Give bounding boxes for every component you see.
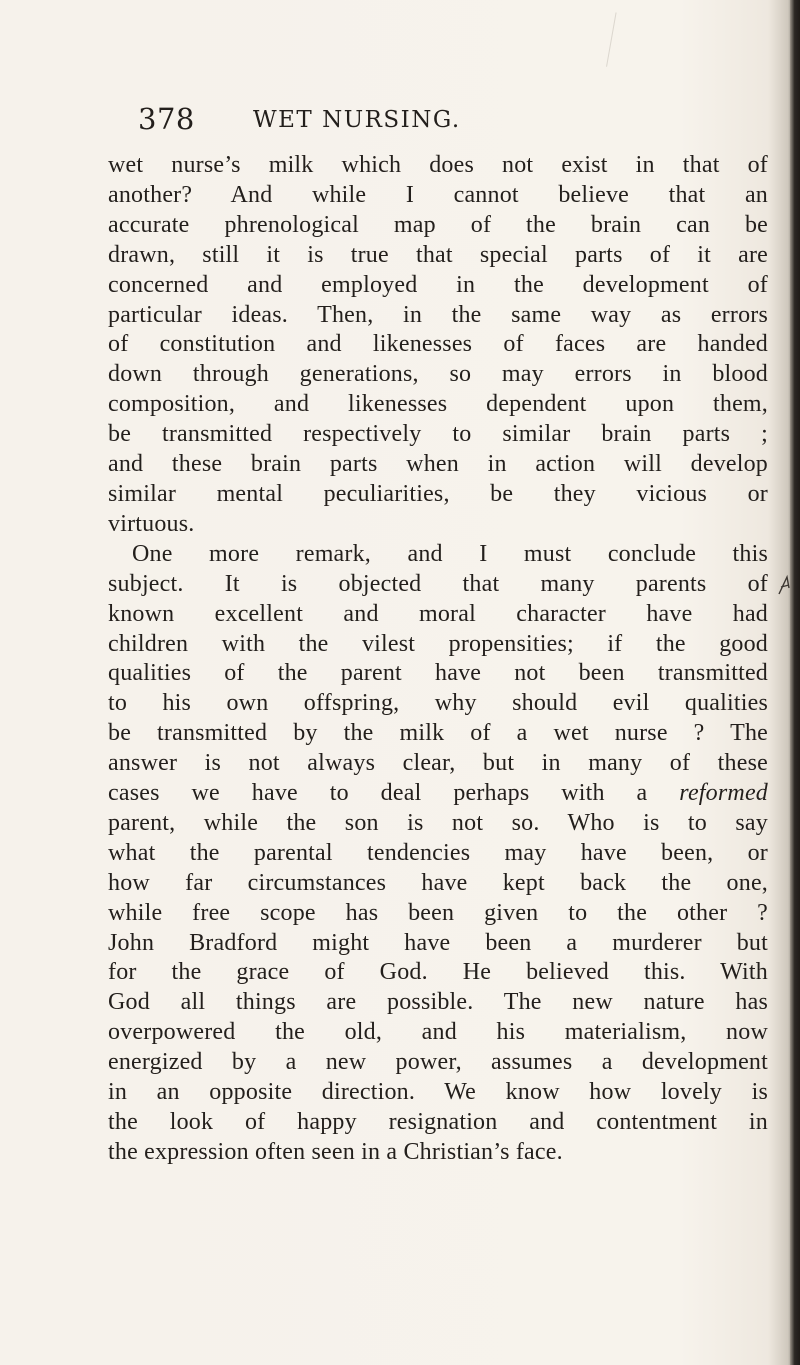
body-text <box>108 151 768 1168</box>
text-line: overpowered the old, and his materialism, now <box>108 1019 768 1046</box>
italic-word: reformed <box>679 780 768 807</box>
text-line: One more remark, and I must conclude this <box>132 540 768 567</box>
text-line: be transmitted respectively to similar brain parts ; <box>108 421 768 448</box>
text-line: similar mental peculiarities, be they vicious or <box>108 480 768 507</box>
page-header <box>138 102 698 142</box>
text-line: parent, while the son is not so. Who is to say <box>108 809 768 836</box>
text-line: and these brain parts when in action will develop <box>108 451 768 478</box>
text-line: for the grace of God. He believed this. With <box>108 959 768 986</box>
text-line: wet nurse’s milk which does not exist in that of <box>108 152 768 178</box>
text-line: another? And while I cannot believe that an <box>108 181 768 208</box>
text-line: to his own offspring, why should evil qualities <box>108 690 768 717</box>
running-head: WET NURSING. <box>253 107 461 133</box>
text-line: children with the vilest propensities; if the good <box>108 630 768 657</box>
page-edge-shadow <box>790 0 800 1365</box>
paper-scratch <box>582 8 616 67</box>
text-line: be transmitted by the milk of a wet nurse ? The <box>108 720 768 747</box>
text-line: of constitution and likenesses of faces are handed <box>108 331 768 358</box>
text-line: what the parental tendencies may have been, or <box>108 839 768 866</box>
text-line: concerned and employed in the development of <box>108 271 768 298</box>
text-line: accurate phrenological map of the brain can be <box>108 211 768 238</box>
text-segment: cases we have to deal perhaps with a <box>108 780 648 807</box>
text-line: the expression often seen in a Christian’s face. <box>108 1138 563 1165</box>
text-line: energized by a new power, assumes a development <box>108 1049 768 1076</box>
pencil-mark-icon <box>777 574 791 596</box>
text-line: down through generations, so may errors in blood <box>108 361 768 388</box>
text-line: drawn, still it is true that special parts of it are <box>108 241 768 268</box>
text-line-with-italic <box>108 779 768 809</box>
text-line: answer is not always clear, but in many of these <box>108 750 768 777</box>
text-line: while free scope has been given to the other ? <box>108 899 768 926</box>
text-line: virtuous. <box>108 510 195 537</box>
text-line: subject. It is objected that many parents of <box>108 570 768 597</box>
text-line: in an opposite direction. We know how lovely is <box>108 1079 768 1106</box>
text-line: the look of happy resignation and contentment in <box>108 1109 768 1135</box>
text-line: how far circumstances have kept back the one, <box>108 869 768 896</box>
page-number: 378 <box>138 102 195 136</box>
text-line: particular ideas. Then, in the same way as errors <box>108 301 768 328</box>
text-line: known excellent and moral character have had <box>108 600 768 627</box>
text-line: composition, and likenesses dependent upon them, <box>108 391 768 418</box>
text-line: John Bradford might have been a murderer but <box>108 929 768 956</box>
text-line: God all things are possible. The new nature has <box>108 989 768 1016</box>
text-line: qualities of the parent have not been transmitted <box>108 660 768 687</box>
